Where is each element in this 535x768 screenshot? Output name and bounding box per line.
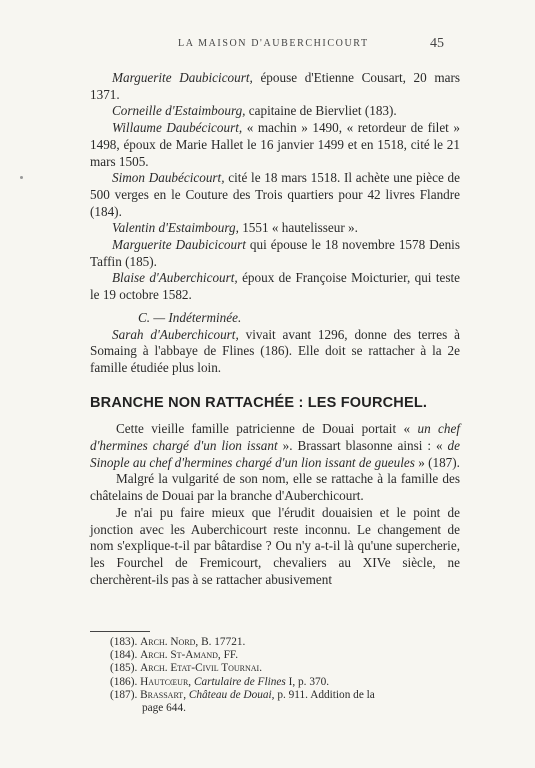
entry-name: Marguerite Daubicicourt: [112, 237, 246, 253]
entry-name: Valentin d'Estaimbourg,: [112, 220, 239, 236]
ink-speck: [20, 176, 23, 179]
entry-text: vivait avant 1296, donne des terres à Somaing à l'abbaye de Flines (186). Elle doit se rattacher à la 2e famille étudiée plus loin.: [90, 326, 460, 375]
entry: [90, 220, 460, 237]
blazon-quote: de Sinople au chef d'hermines chargé d'un lion issant de gueules: [90, 438, 460, 470]
entry-name: Marguerite Daubicicourt,: [112, 70, 253, 85]
entry: [90, 327, 460, 377]
entry: [90, 70, 460, 103]
paragraph: Malgré la vulgarité de son nom, elle se rattache à la famille des châtelains de Douai par la branche d'Auberchicourt.: [90, 471, 460, 504]
entry-name: Sarah d'Auberchicourt,: [112, 326, 239, 342]
footnote: (183). Arch. Nord, B. 17721.: [110, 636, 246, 648]
footnote: (185). Arch. Etat-Civil Tournai.: [110, 662, 263, 675]
entry: [90, 103, 460, 120]
entry-name: Willaume Daubécicourt,: [112, 120, 243, 136]
entry-text: capitaine de Biervliet (183).: [245, 103, 397, 119]
paragraph: Je n'ai pu faire mieux que l'érudit douaisien et le point de jonction avec les Auberchicourt reste inconnu. Le changement de nom s'explique-t-il par bâtardise ? Ou n'y a-t-il là qu'une supercherie, les Fourchel de Fremicourt, chevaliers au XIVe siècle, ne cherchèrent-ils pas à se rattacher abusivement: [90, 504, 460, 587]
entry-text: cité le 18 mars 1518. Il achète une pièce de 500 verges en le Couture des Trois quartiers pour 42 livres Flandre (184).: [90, 170, 461, 219]
entry-text: 1551 « hautelisseur ».: [238, 220, 358, 236]
entry-name: Corneille d'Estaimbourg,: [112, 103, 246, 119]
entry: [90, 237, 460, 270]
blazon-quote: un chef d'hermines chargé d'un lion issant: [90, 421, 461, 454]
entry-text: qui épouse le 18 novembre 1578 Denis Taffin (185).: [90, 237, 460, 269]
entry: [90, 170, 460, 220]
footnote-divider: [90, 631, 150, 632]
running-title: LA MAISON D'AUBERCHICOURT: [178, 38, 369, 49]
entry-name: Blaise d'Auberchicourt,: [112, 270, 238, 286]
footnotes: [110, 636, 462, 715]
section-c-label: C. — Indéterminée.: [138, 309, 242, 325]
footnote: (186). Hautcœur, Cartulaire de Flines I, p. 370.: [110, 675, 330, 688]
entry-name: Simon Daubécicourt,: [112, 170, 225, 186]
page-number: 45: [430, 36, 444, 51]
entry-text: époux de Françoise Moicturier, qui teste le 19 octobre 1582.: [90, 270, 460, 303]
entry: [90, 120, 460, 170]
section-heading: BRANCHE NON RATTACHÉE : LES FOURCHEL.: [90, 394, 428, 411]
entry-text: épouse d'Etienne Cousart, 20 mars 1371.: [90, 70, 460, 102]
paragraph: Cette vieille famille patricienne de Douai portait « un chef d'hermines chargé d'un lion issant ». Brassart blasonne ainsi : « de Sinople au chef d'hermines chargé d'un lion issant de gueules » (187).: [90, 421, 461, 470]
entry: [90, 270, 460, 303]
entry-text: « machin » 1490, « retordeur de filet » 1498, époux de Marie Hallet le 16 janvier 1499 et en 1518, cité le 21 mars 1505.: [90, 120, 460, 169]
main-text: [90, 70, 460, 588]
footnote: (187). Brassart, Château de Douai, p. 911. Addition de la page 644.: [110, 688, 375, 715]
footnote: (184). Arch. St-Amand, FF.: [110, 649, 239, 662]
